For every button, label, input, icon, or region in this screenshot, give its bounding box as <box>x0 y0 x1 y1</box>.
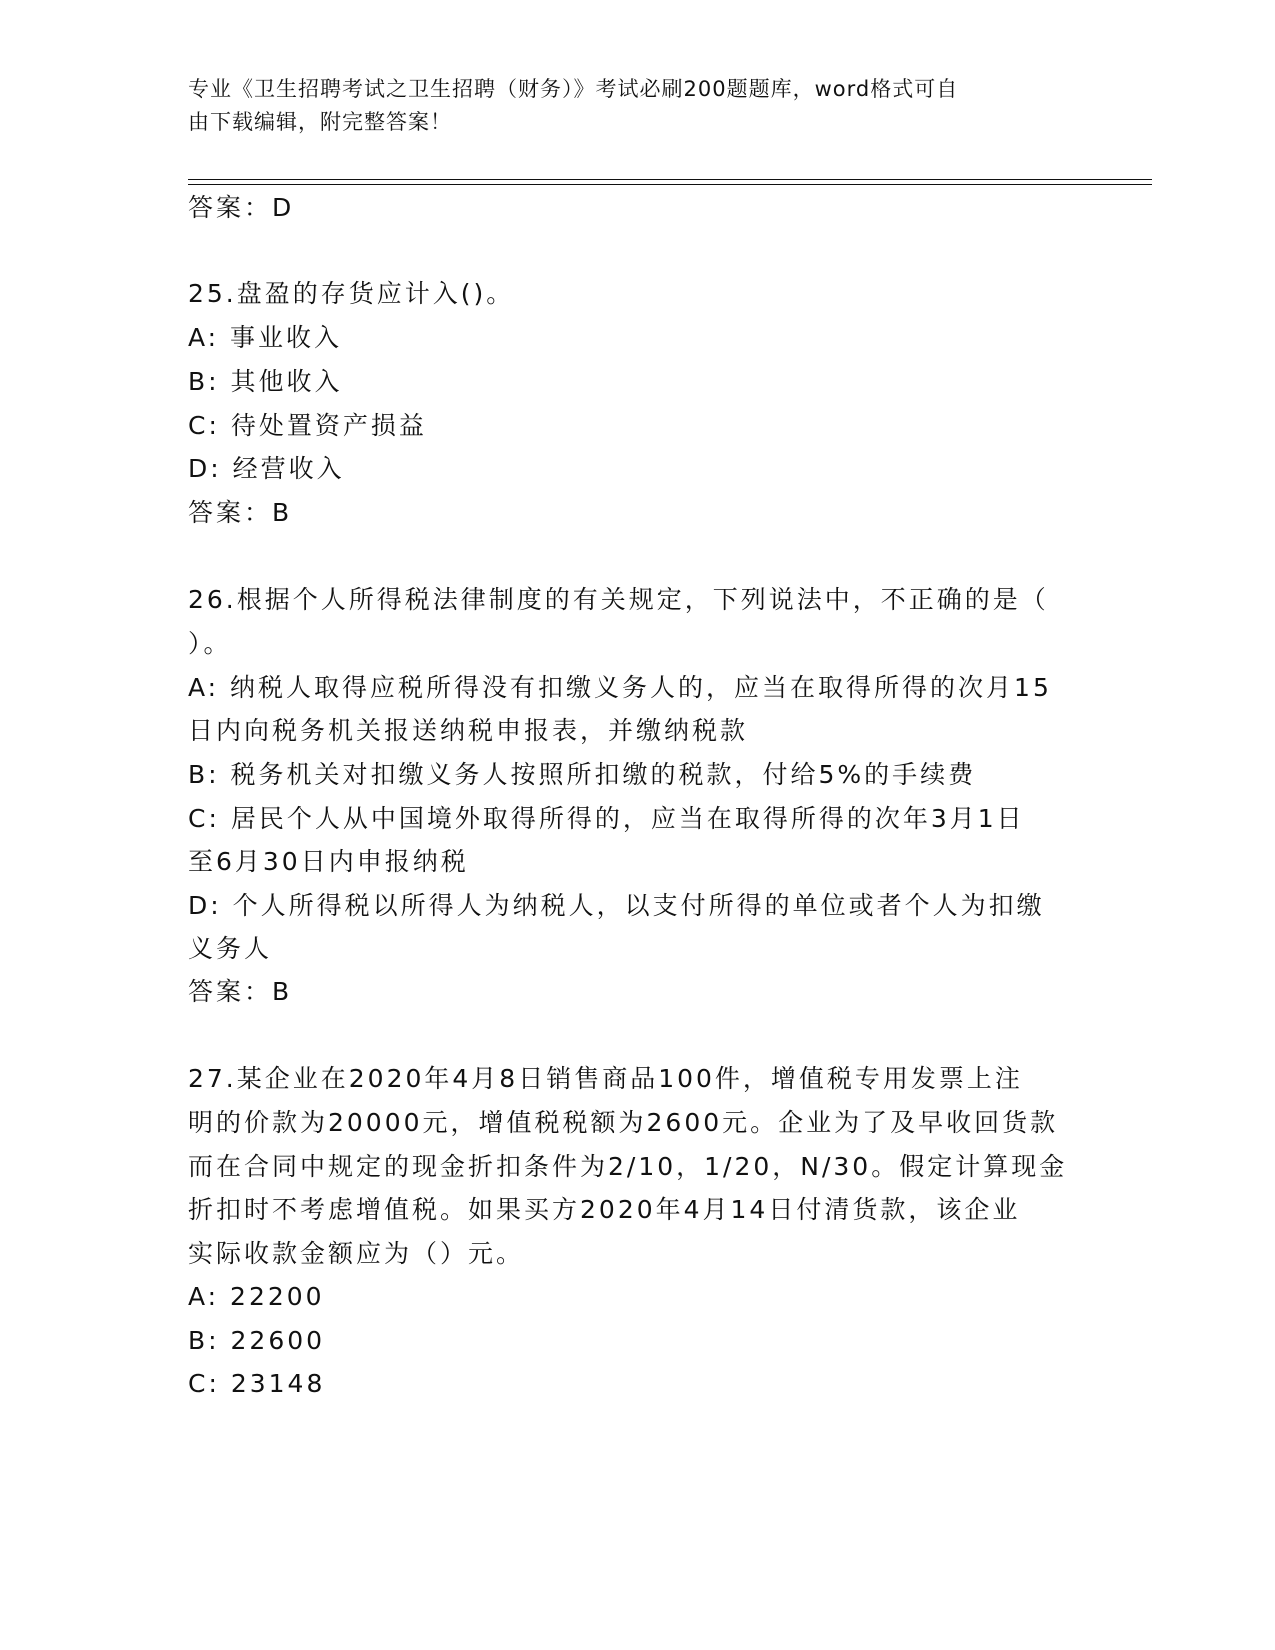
question-26-option-c-line-1: C: 居民个人从中国境外取得所得的，应当在取得所得的次年3月1日 <box>188 804 1025 833</box>
header-divider-top <box>188 179 1152 180</box>
question-25-stem: 25.盘盈的存货应计入()。 <box>188 279 515 308</box>
question-26-option-c-line-2: 至6月30日内申报纳税 <box>188 847 469 876</box>
question-25-option-c: C: 待处置资产损益 <box>188 411 427 440</box>
question-26-option-b: B: 税务机关对扣缴义务人按照所扣缴的税款，付给5%的手续费 <box>188 760 977 789</box>
question-25-option-b: B: 其他收入 <box>188 367 343 396</box>
question-26-option-a-line-1: A: 纳税人取得应税所得没有扣缴义务人的，应当在取得所得的次月15 <box>188 673 1052 702</box>
question-26-option-d-line-2: 义务人 <box>188 934 273 963</box>
question-26-stem-line-2: ）。 <box>188 629 232 658</box>
question-27-stem-line-3: 而在合同中规定的现金折扣条件为2/10，1/20，N/30。假定计算现金 <box>188 1152 1068 1181</box>
header-divider-bottom <box>188 184 1152 185</box>
question-25-option-d: D: 经营收入 <box>188 454 345 483</box>
header-line-1: 专业《卫生招聘考试之卫生招聘（财务）》考试必刷200题题库，word格式可自 <box>188 77 959 101</box>
question-27-stem-line-5: 实际收款金额应为（）元。 <box>188 1239 525 1268</box>
question-27-option-b: B: 22600 <box>188 1326 326 1355</box>
question-26-option-d-line-1: D: 个人所得税以所得人为纳税人，以支付所得的单位或者个人为扣缴 <box>188 891 1045 920</box>
question-27-stem-line-2: 明的价款为20000元，增值税税额为2600元。企业为了及早收回货款 <box>188 1108 1059 1137</box>
header-line-2: 由下载编辑，附完整答案！ <box>188 110 452 134</box>
question-27-option-c: C: 23148 <box>188 1369 326 1398</box>
answer-25: 答案：B <box>188 498 293 527</box>
question-26-option-a-line-2: 日内向税务机关报送纳税申报表，并缴纳税款 <box>188 716 749 745</box>
document-header <box>188 73 1068 139</box>
question-26-stem-line-1: 26.根据个人所得税法律制度的有关规定，下列说法中，不正确的是（ <box>188 585 1049 614</box>
question-27-option-a: A: 22200 <box>188 1282 325 1311</box>
answer-24: 答案：D <box>188 193 295 222</box>
answer-26: 答案：B <box>188 977 293 1006</box>
question-27-stem-line-4: 折扣时不考虑增值税。如果买方2020年4月14日付清货款，该企业 <box>188 1195 1021 1224</box>
question-27-stem-line-1: 27.某企业在2020年4月8日销售商品100件，增值税专用发票上注 <box>188 1064 1023 1093</box>
question-25-option-a: A: 事业收入 <box>188 323 343 352</box>
